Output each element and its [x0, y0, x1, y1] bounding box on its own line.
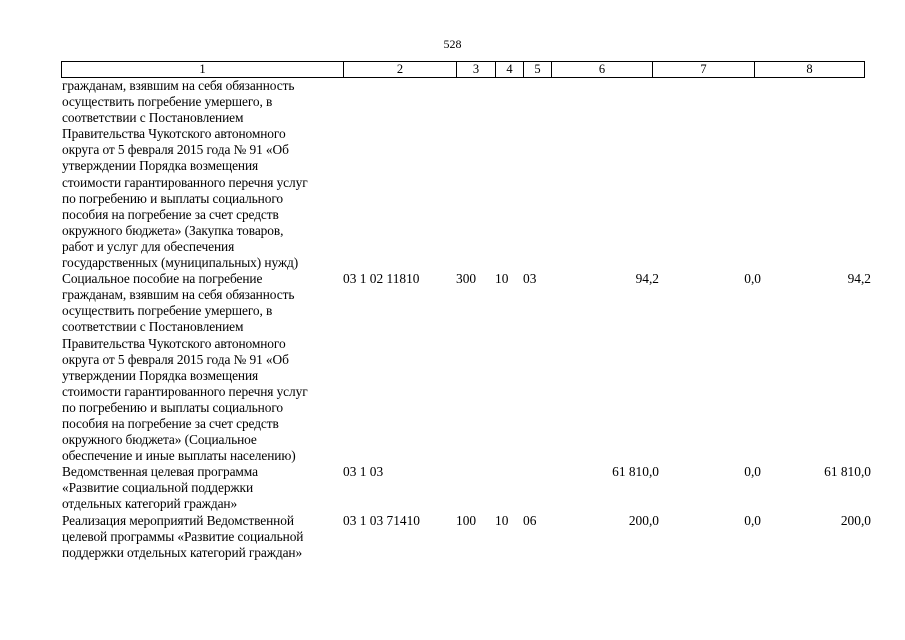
- description-line: поддержки отдельных категорий граждан»: [62, 544, 303, 560]
- header-col-4: 4: [496, 62, 524, 78]
- description-line: отдельных категорий граждан»: [62, 496, 238, 512]
- amount-col-8: 94,2: [847, 271, 871, 287]
- description-line: по погребению и выплаты социального: [62, 399, 283, 415]
- amount-col-8: 200,0: [840, 512, 871, 528]
- description-line: округа от 5 февраля 2015 года № 91 «Об: [62, 351, 289, 367]
- expense-type: 100: [456, 512, 477, 528]
- description-line: Правительства Чукотского автономного: [62, 335, 286, 351]
- table-body: [61, 78, 871, 561]
- description-line: Ведомственная целевая программа: [62, 464, 258, 480]
- description-line: соответствии с Постановлением: [62, 110, 244, 126]
- description-line: осуществить погребение умершего, в: [62, 303, 273, 319]
- description-line: «Развитие социальной поддержки: [62, 480, 254, 496]
- amount-col-8: 61 810,0: [824, 464, 871, 480]
- amount-col-7: 0,0: [744, 271, 761, 287]
- description-line: по погребению и выплаты социального: [62, 190, 283, 206]
- table-row: [61, 271, 871, 464]
- amount-col-6: 200,0: [628, 512, 659, 528]
- row-description: [61, 271, 344, 464]
- header-col-7: 7: [653, 62, 755, 78]
- description-line: окружного бюджета» (Социальное: [62, 432, 257, 448]
- header-col-1: 1: [62, 62, 344, 78]
- header-col-2: 2: [344, 62, 457, 78]
- header-col-8: 8: [755, 62, 865, 78]
- section-code: 10: [495, 512, 509, 528]
- table-row: [61, 78, 871, 271]
- amount-col-7: 0,0: [744, 464, 761, 480]
- description-line: округа от 5 февраля 2015 года № 91 «Об: [62, 142, 289, 158]
- header-col-3: 3: [457, 62, 496, 78]
- subsection-code: 03: [523, 271, 537, 287]
- target-code: 03 1 03: [343, 464, 384, 480]
- description-line: стоимости гарантированного перечня услуг: [62, 174, 308, 190]
- subsection-code: 06: [523, 512, 537, 528]
- row-description: [61, 513, 344, 561]
- description-line: гражданам, взявшим на себя обязанность: [62, 287, 295, 303]
- description-line: работ и услуг для обеспечения: [62, 238, 235, 254]
- description-line: государственных (муниципальных) нужд): [62, 255, 299, 271]
- table-row: [61, 513, 871, 561]
- description-line: целевой программы «Развитие социальной: [62, 528, 304, 544]
- description-line: пособия на погребение за счет средств: [62, 415, 279, 431]
- description-line: Правительства Чукотского автономного: [62, 126, 286, 142]
- header-col-6: 6: [552, 62, 653, 78]
- section-code: 10: [495, 271, 509, 287]
- amount-col-6: 61 810,0: [612, 464, 659, 480]
- row-description: [61, 78, 344, 271]
- description-line: соответствии с Постановлением: [62, 319, 244, 335]
- description-line: обеспечение и иные выплаты населению): [62, 448, 296, 464]
- expense-type: 300: [456, 271, 477, 287]
- header-row: [62, 62, 865, 78]
- description-line: пособия на погребение за счет средств: [62, 206, 279, 222]
- table-row: [61, 464, 871, 512]
- amount-col-6: 94,2: [635, 271, 659, 287]
- page-number: 528: [443, 37, 462, 51]
- description-line: утверждении Порядка возмещения: [62, 158, 259, 174]
- description-line: окружного бюджета» (Закупка товаров,: [62, 222, 284, 238]
- description-line: осуществить погребение умершего, в: [62, 94, 273, 110]
- column-number-header: [61, 61, 865, 78]
- description-line: стоимости гарантированного перечня услуг: [62, 383, 308, 399]
- amount-col-7: 0,0: [744, 512, 761, 528]
- header-col-5: 5: [524, 62, 552, 78]
- description-line: гражданам, взявшим на себя обязанность: [62, 78, 295, 93]
- description-line: Реализация мероприятий Ведомственной: [62, 512, 294, 528]
- target-code: 03 1 03 71410: [343, 512, 420, 528]
- target-code: 03 1 02 11810: [343, 271, 420, 287]
- description-line: утверждении Порядка возмещения: [62, 367, 259, 383]
- description-line: Социальное пособие на погребение: [62, 271, 263, 287]
- row-description: [61, 464, 344, 512]
